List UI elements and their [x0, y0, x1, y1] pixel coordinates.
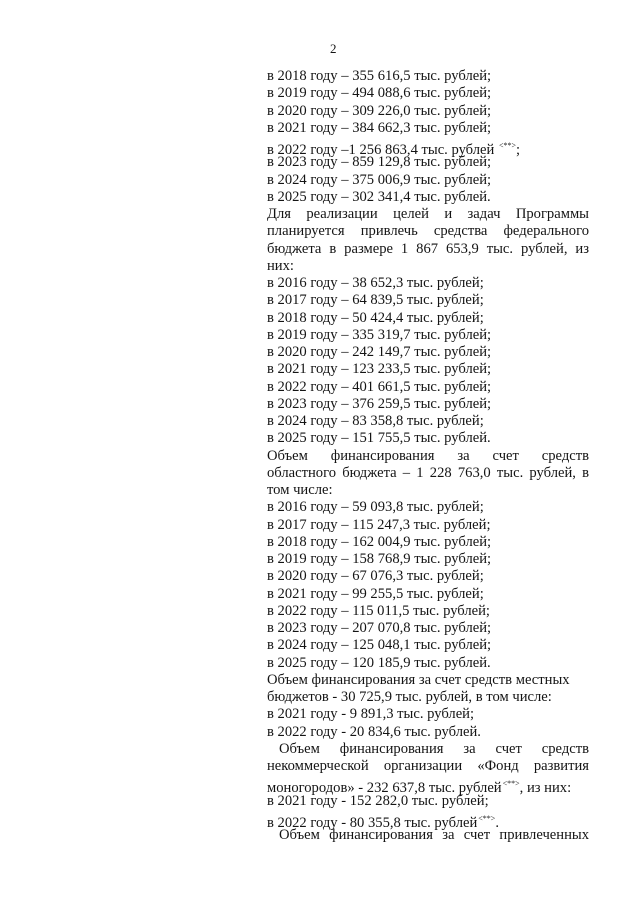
- fund-year-text: в 2022 году - 80 355,8 тыс. рублей: [267, 814, 478, 831]
- financing-line: в 2020 году – 309 226,0 тыс. рублей;: [267, 102, 492, 119]
- financing-line: в 2023 году – 859 129,8 тыс. рублей;: [267, 154, 492, 171]
- page-number: 2: [330, 41, 337, 56]
- paragraph-line: бюджетов - 30 725,9 тыс. рублей, в том числе:: [267, 689, 552, 705]
- line-suffix: .: [495, 814, 499, 831]
- financing-line: в 2021 году – 384 662,3 тыс. рублей;: [267, 119, 492, 136]
- regional-year-line: в 2023 году – 207 070,8 тыс. рублей;: [267, 620, 492, 636]
- federal-year-line: в 2023 году – 376 259,5 тыс. рублей;: [267, 395, 492, 412]
- federal-year-line: в 2021 году – 123 233,5 тыс. рублей;: [267, 361, 492, 378]
- paragraph-line: Объем финансирования за счет средств: [279, 740, 589, 757]
- regional-year-line: в 2022 году – 115 011,5 тыс. рублей;: [267, 602, 490, 619]
- federal-year-line: в 2020 году – 242 149,7 тыс. рублей;: [267, 344, 492, 360]
- financing-line: в 2019 году – 494 088,6 тыс. рублей;: [267, 85, 492, 102]
- federal-year-line: в 2018 году – 50 424,4 тыс. рублей;: [267, 309, 484, 326]
- paragraph-line: Для реализации целей и задач Программы: [267, 206, 589, 222]
- federal-year-line: в 2019 году – 335 319,7 тыс. рублей;: [267, 326, 492, 343]
- federal-year-line: в 2017 году – 64 839,5 тыс. рублей;: [267, 292, 484, 309]
- paragraph-line: Объем финансирования за счет привлеченных: [279, 827, 589, 843]
- paragraph-line: них:: [267, 257, 294, 274]
- regional-year-line: в 2024 году – 125 048,1 тыс. рублей;: [267, 637, 492, 654]
- fund-year-line: в 2021 году - 152 282,0 тыс. рублей;: [267, 792, 489, 809]
- footnote-mark: <**>: [502, 779, 520, 789]
- paragraph-text: моногородов» - 232 637,8 тыс. рублей: [267, 780, 502, 797]
- financing-line: в 2024 году – 375 006,9 тыс. рублей;: [267, 171, 492, 188]
- paragraph-line: бюджета в размере 1 867 653,9 тыс. рублей, из: [267, 240, 589, 257]
- regional-year-line: в 2021 году – 99 255,5 тыс. рублей;: [267, 585, 484, 602]
- regional-year-line: в 2025 году – 120 185,9 тыс. рублей.: [267, 654, 491, 671]
- paragraph-line: том числе:: [267, 482, 333, 498]
- federal-year-line: в 2025 году – 151 755,5 тыс. рублей.: [267, 430, 491, 447]
- paragraph-line: некоммерческой организации «Фонд развития: [267, 758, 589, 774]
- federal-year-line: в 2022 году – 401 661,5 тыс. рублей;: [267, 378, 492, 395]
- federal-year-line: в 2016 году – 38 652,3 тыс. рублей;: [267, 275, 484, 291]
- regional-year-line: в 2018 году – 162 004,9 тыс. рублей;: [267, 533, 492, 550]
- federal-year-line: в 2024 году – 83 358,8 тыс. рублей;: [267, 413, 484, 429]
- regional-year-line: в 2020 году – 67 076,3 тыс. рублей;: [267, 568, 484, 585]
- regional-year-line: в 2016 году – 59 093,8 тыс. рублей;: [267, 499, 484, 516]
- paragraph-line: планируется привлечь средства федерального: [267, 223, 589, 240]
- paragraph-line-with-note: [267, 775, 589, 797]
- financing-line-text: в 2022 году –1 256 863,4 тыс. рублей: [267, 142, 495, 158]
- local-year-line: в 2022 году - 20 834,6 тыс. рублей.: [267, 723, 481, 740]
- regional-year-line: в 2019 году – 158 768,9 тыс. рублей;: [267, 551, 492, 567]
- regional-year-line: в 2017 году – 115 247,3 тыс. рублей;: [267, 516, 491, 533]
- local-year-line: в 2021 году - 9 891,3 тыс. рублей;: [267, 706, 475, 723]
- line-suffix: ;: [516, 142, 521, 158]
- paragraph-line: Объем финансирования за счет средств: [267, 447, 589, 464]
- document-body: [267, 68, 589, 844]
- paragraph-text: , из них:: [519, 780, 572, 797]
- fund-year-line-with-note: [267, 810, 589, 831]
- paragraph-line: Объем финансирования за счет средств местных: [267, 671, 570, 688]
- financing-line-with-note: [267, 137, 589, 158]
- footnote-mark: <**>: [478, 813, 496, 823]
- financing-line: в 2018 году – 355 616,5 тыс. рублей;: [267, 68, 492, 84]
- financing-line: в 2025 году – 302 341,4 тыс. рублей.: [267, 188, 491, 205]
- footnote-mark: <**>: [498, 141, 516, 150]
- paragraph-line: областного бюджета – 1 228 763,0 тыс. рублей, в: [267, 464, 589, 481]
